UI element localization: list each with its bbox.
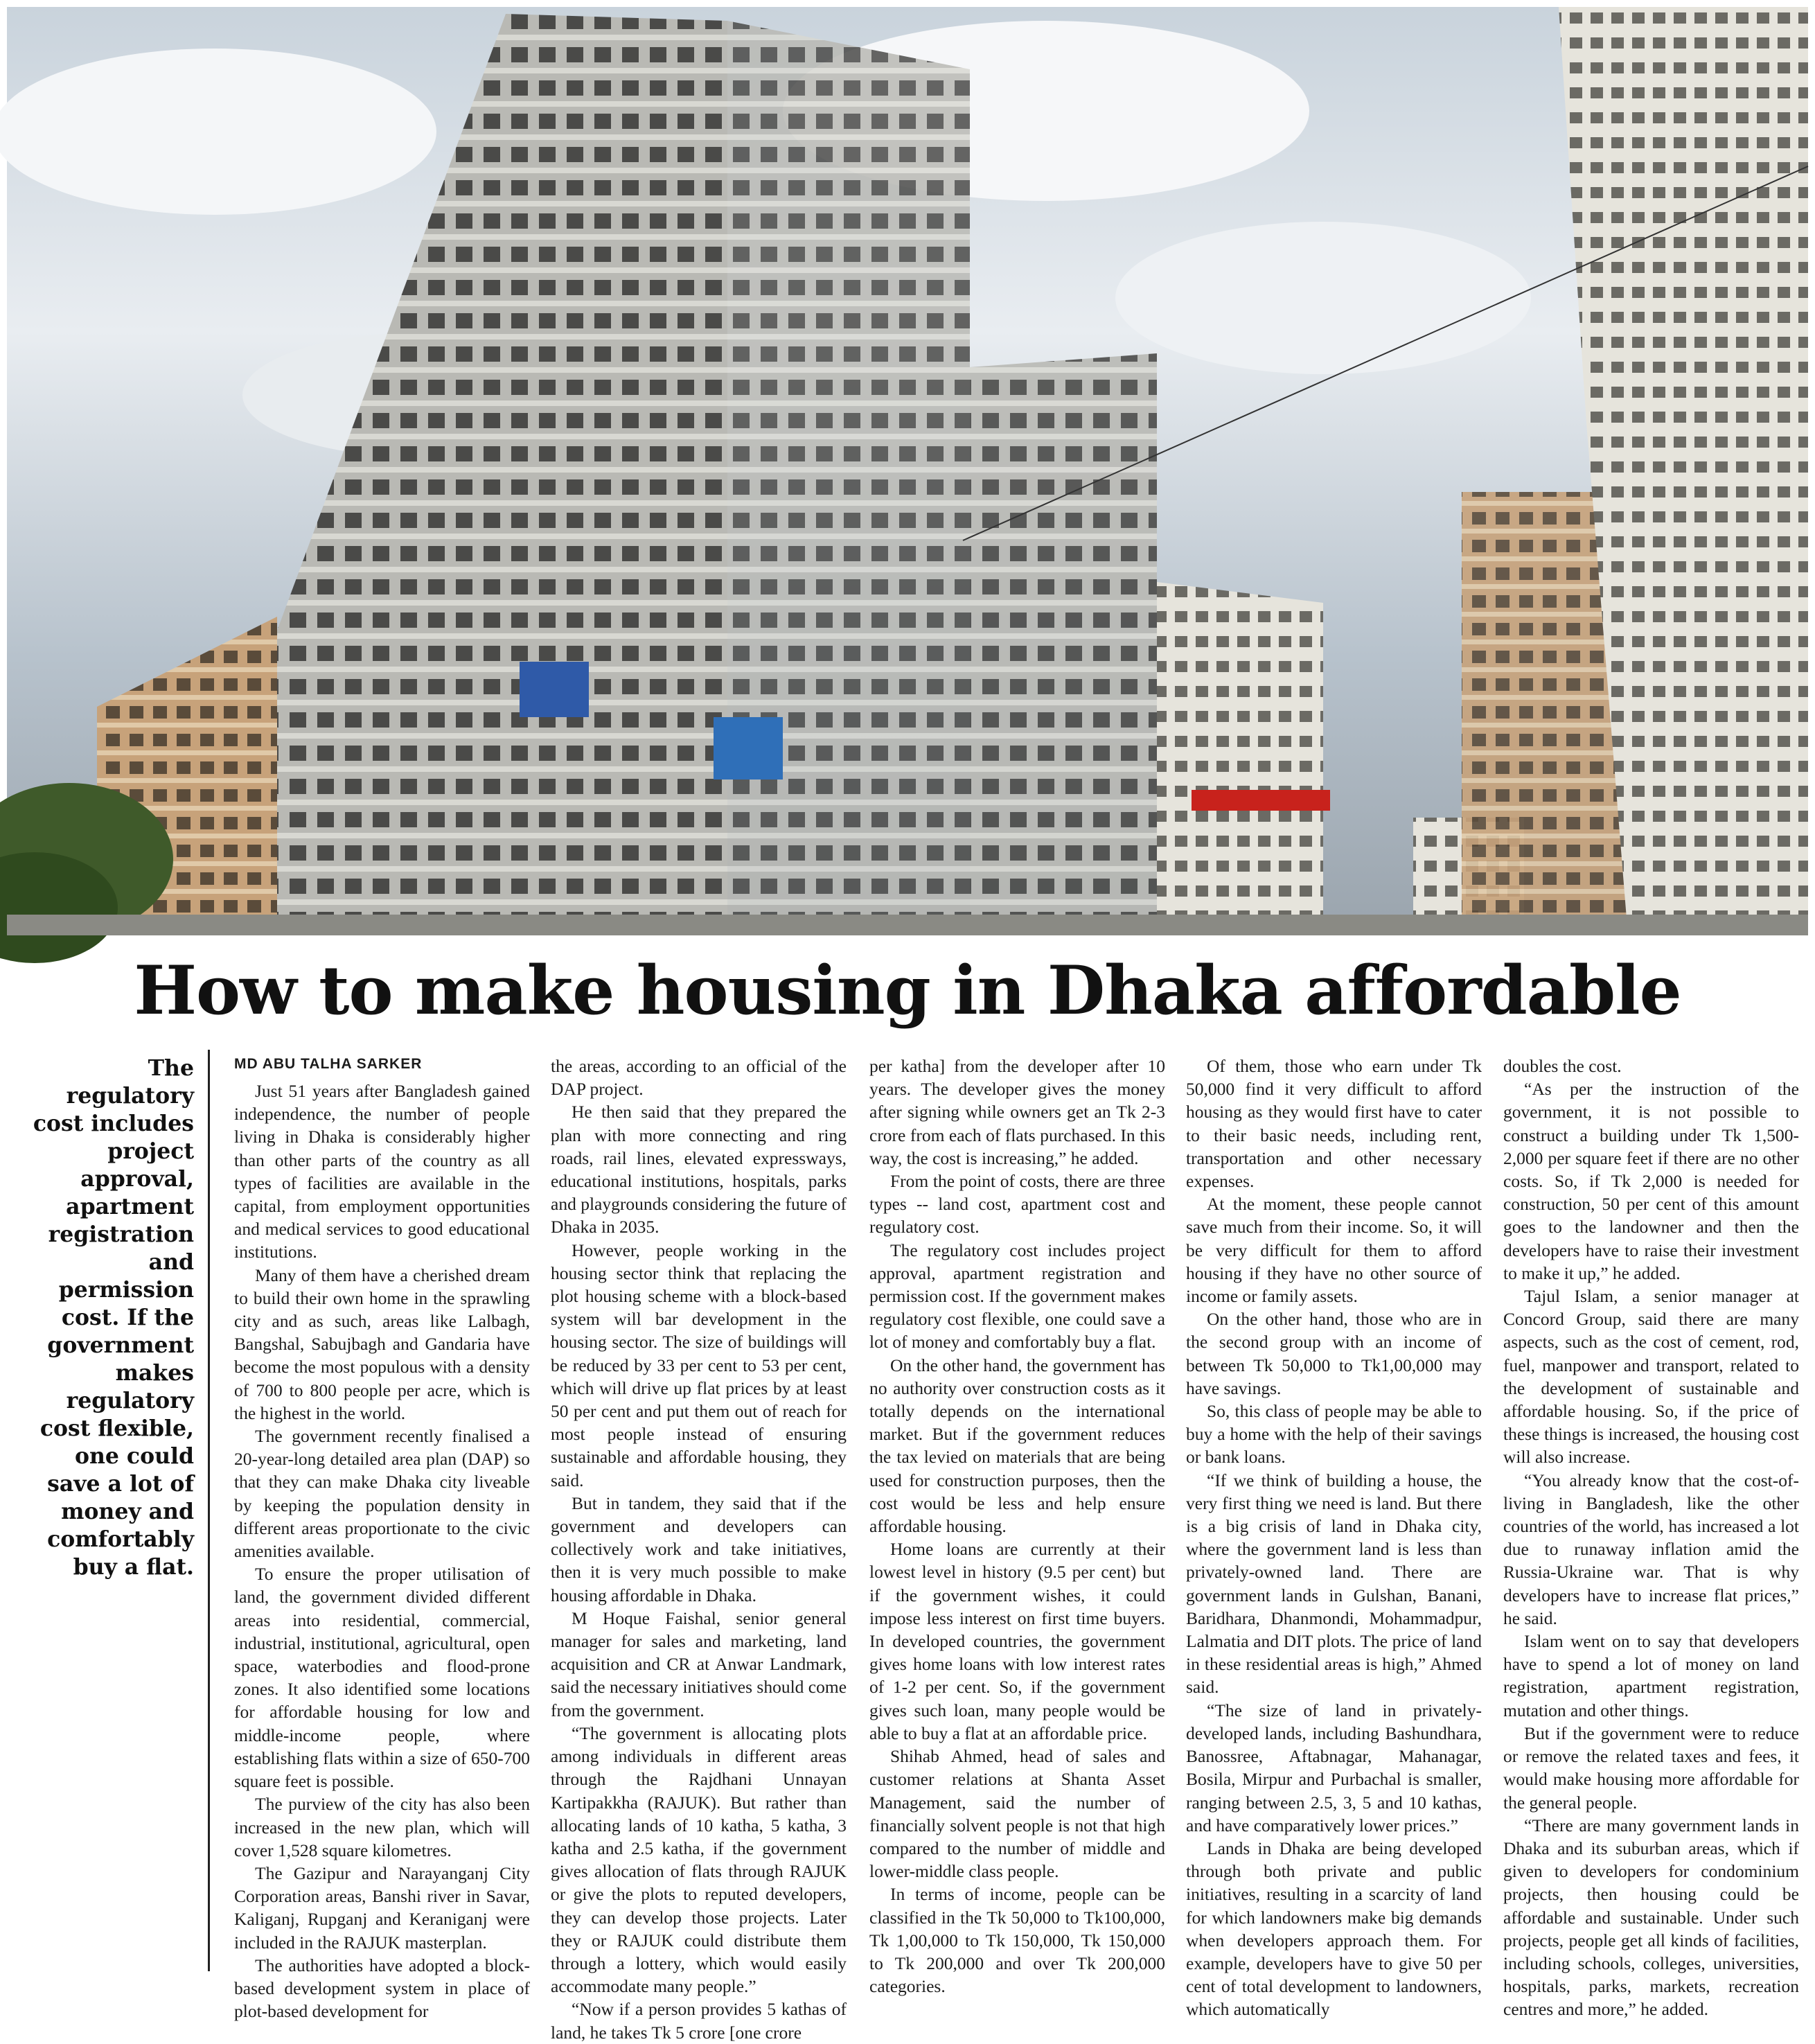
paragraph: “There are many government lands in Dhaka and its suburban areas, which if given to developers for condominium projects, then housing could be affordable and sustainable. Under such projects, people get all kinds of facilities, including schools, colleges, universities, hospitals, parks, markets, recreation centres and more,” he added. [1503, 1815, 1799, 2020]
paragraph: But if the government were to reduce or remove the related taxes and fees, it would make housing more affordable for the general people. [1503, 1723, 1799, 1813]
paragraph: Many of them have a cherished dream to build their own home in the sprawling city and as such, areas like Lalbagh, Bangshal, Sabujbagh and Gandaria have become the most populous with a density of 700 to 800 people per acre, which is the highest in the world. [234, 1265, 530, 1423]
article-column-4 [1186, 1055, 1482, 2020]
paragraph: “You already know that the cost-of-living in Bangladesh, like the other countries of the world, has increased a lot due to runaway inflation amid the Russia-Ukraine war. That is why developers have to increase flat prices,” he said. [1503, 1470, 1799, 1628]
paragraph: Home loans are currently at their lowest level in history (9.5 per cent) but if the government wishes, it could impose less interest on first time buyers. In developed countries, the government gives home loans with low interest rates of 1-2 per cent. So, if the government gives such loan, many people would be able to buy a flat at an affordable price. [869, 1539, 1165, 1743]
article-column-5 [1503, 1055, 1799, 2020]
paragraph: Islam went on to say that developers have to spend a lot of money on land registration, apartment registration, mutation and other things. [1503, 1631, 1799, 1720]
article-column-2 [551, 1055, 847, 2043]
paragraph: “If we think of building a house, the very first thing we need is land. But there is a big crisis of land in Dhaka city, where the government land is less than privately-owned land. There are government lands in Gulshan, Banani, Baridhara, Dhanmondi, Mohammadpur, Lalmatia and DIT plots. The price of land in these residential areas is high,” Ahmed said. [1186, 1470, 1482, 1698]
buildings-illustration [7, 7, 1808, 935]
paragraph: But in tandem, they said that if the government and developers can collectively work and take initiatives, then it is very much possible to make housing affordable in Dhaka. [551, 1492, 847, 1605]
byline: MD ABU TALHA SARKER [234, 1056, 423, 1072]
paragraph: Tajul Islam, a senior manager at Concord Group, said there are many aspects, such as the cost of cement, rod, fuel, manpower and transport, related to the development of sustainable and affordable housing. So, if the price of these things is increased, the housing cost will also increase. [1503, 1286, 1799, 1468]
apartment-buildings-photo [7, 7, 1808, 935]
paragraph: However, people working in the housing sector think that replacing the plot housing scheme with a block-based system will bar development in the housing sector. The size of buildings will be reduced by 33 per cent to 53 per cent, which will drive up flat prices by at least 50 per cent and put them out of reach for most people instead of ensuring sustainable and affordable housing, they said. [551, 1240, 847, 1490]
paragraph: “The size of land in privately-developed lands, including Bashundhara, Banossree, Aftabnagar, Mahanagar, Bosila, Mirpur and Purbachal is smaller, ranging between 2.5, 3, 5 and 10 kathas, and have comparatively lower prices.” [1186, 1700, 1482, 1835]
paragraph: The government recently finalised a 20-year-long detailed area plan (DAP) so that they can make Dhaka city liveable by keeping the population density in different areas proportionate to the civic amenities available. [234, 1426, 530, 1562]
paragraph: In terms of income, people can be classified in the Tk 50,000 to Tk100,000, Tk 1,00,000 to Tk 150,000, Tk 150,000 to Tk 200,000 and over Tk 200,000 categories. [869, 1884, 1165, 1997]
article-column-1 [234, 1055, 530, 2022]
paragraph: On the other hand, the government has no authority over construction costs as it totally depends on the international market. But if the government reduces the tax levied on materials that are being used for construction purposes, then the cost would be less and help ensure affordable housing. [869, 1355, 1165, 1537]
paragraph: On the other hand, those who are in the second group with an income of between Tk 50,000 to Tk1,00,000 may have savings. [1186, 1309, 1482, 1398]
pull-quote-divider [208, 1050, 210, 1971]
paragraph: The Gazipur and Narayanganj City Corporation areas, Banshi river in Savar, Kaliganj, Rupganj and Keraniganj were included in the RAJUK masterplan. [234, 1862, 530, 1953]
paragraph: Just 51 years after Bangladesh gained independence, the number of people living in Dhaka is considerably higher than other parts of the country as all types of facilities are available in the capital, from employment opportunities and medical services to good educational institutions. [234, 1081, 530, 1262]
paragraph: Shihab Ahmed, head of sales and customer relations at Shanta Asset Management, said the number of financially solvent people is not that high compared to the number of middle and lower-middle class people. [869, 1746, 1165, 1882]
paragraph: To ensure the proper utilisation of land, the government divided different areas into residential, commercial, industrial, institutional, agricultural, open space, waterbodies and flood-prone zones. It also identified some locations for affordable housing for low and middle-income people, where establishing flats within a size of 650-700 square feet is possible. [234, 1564, 530, 1792]
paragraph: the areas, according to an official of the DAP project. [551, 1056, 847, 1100]
paragraph: “The government is allocating plots among individuals in different areas through the Rajdhani Unnayan Kartipakkha (RAJUK). But rather than allocating lands of 10 katha, 5 katha, 3 katha and 2.5 katha, if the government gives allocation of flats through RAJUK or give the plots to reputed developers, they can develop those projects. Later they or RAJUK could distribute them through a lottery, which would easily accommodate many people.” [551, 1723, 847, 1997]
paragraph: The regulatory cost includes project approval, apartment registration and permission cost. If the government makes regulatory cost flexible, one could save a lot of money and comfortably buy a flat. [869, 1240, 1165, 1353]
paragraph: Of them, those who earn under Tk 50,000 find it very difficult to afford housing as they would first have to cater to their basic needs, including rent, transportation and other necessary expenses. [1186, 1056, 1482, 1192]
paragraph: M Hoque Faishal, senior general manager for sales and marketing, land acquisition and CR at Anwar Landmark, said the necessary initiatives should come from the government. [551, 1607, 847, 1720]
paragraph: From the point of costs, there are three types -- land cost, apartment cost and regulatory cost. [869, 1171, 1165, 1237]
article-column-3 [869, 1055, 1165, 1997]
paragraph: The authorities have adopted a block-based development system in place of plot-based development for [234, 1955, 530, 2022]
paragraph: per katha] from the developer after 10 years. The developer gives the money after signing while owners get an Tk 2-3 crore from each of flats purchased. In this way, the cost is increasing,” he added. [869, 1056, 1165, 1168]
paragraph: Lands in Dhaka are being developed through both private and public initiatives, resulting in a scarcity of land for which landowners make big demands when developers approach them. For example, developers have to give 50 per cent of total development to landowners, which automatically [1186, 1838, 1482, 2020]
paragraph: So, this class of people may be able to buy a home with the help of their savings or bank loans. [1186, 1401, 1482, 1468]
paragraph: At the moment, these people cannot save much from their income. So, it will be very difficult for them to afford housing if they have no other source of income or family assets. [1186, 1194, 1482, 1307]
paragraph: doubles the cost. [1503, 1056, 1622, 1076]
paragraph: “As per the instruction of the government, it is not possible to construct a building under Tk 1,500-2,000 per square feet if there are no other costs. So, if Tk 2,000 is needed for construction, 50 per cent of this amount goes to the landowner and then the developers have to raise their investment to make it up,” he added. [1503, 1079, 1799, 1283]
pull-quote: The regulatory cost includes project approval, apartment registration and permission cost. If the government makes regulatory cost flexible, one could save a lot of money and comfortably buy a flat. [33, 1055, 194, 1580]
headline: How to make housing in Dhaka affordable [134, 951, 1681, 1030]
paragraph: He then said that they prepared the plan with more connecting and ring roads, rail lines, elevated expressways, educational institutions, hospitals, parks and playgrounds considering the future of Dhaka in 2035. [551, 1102, 847, 1237]
paragraph: “Now if a person provides 5 kathas of land, he takes Tk 5 crore [one crore [551, 1999, 847, 2043]
paragraph: The purview of the city has also been increased in the new plan, which will cover 1,528 square kilometres. [234, 1794, 530, 1860]
